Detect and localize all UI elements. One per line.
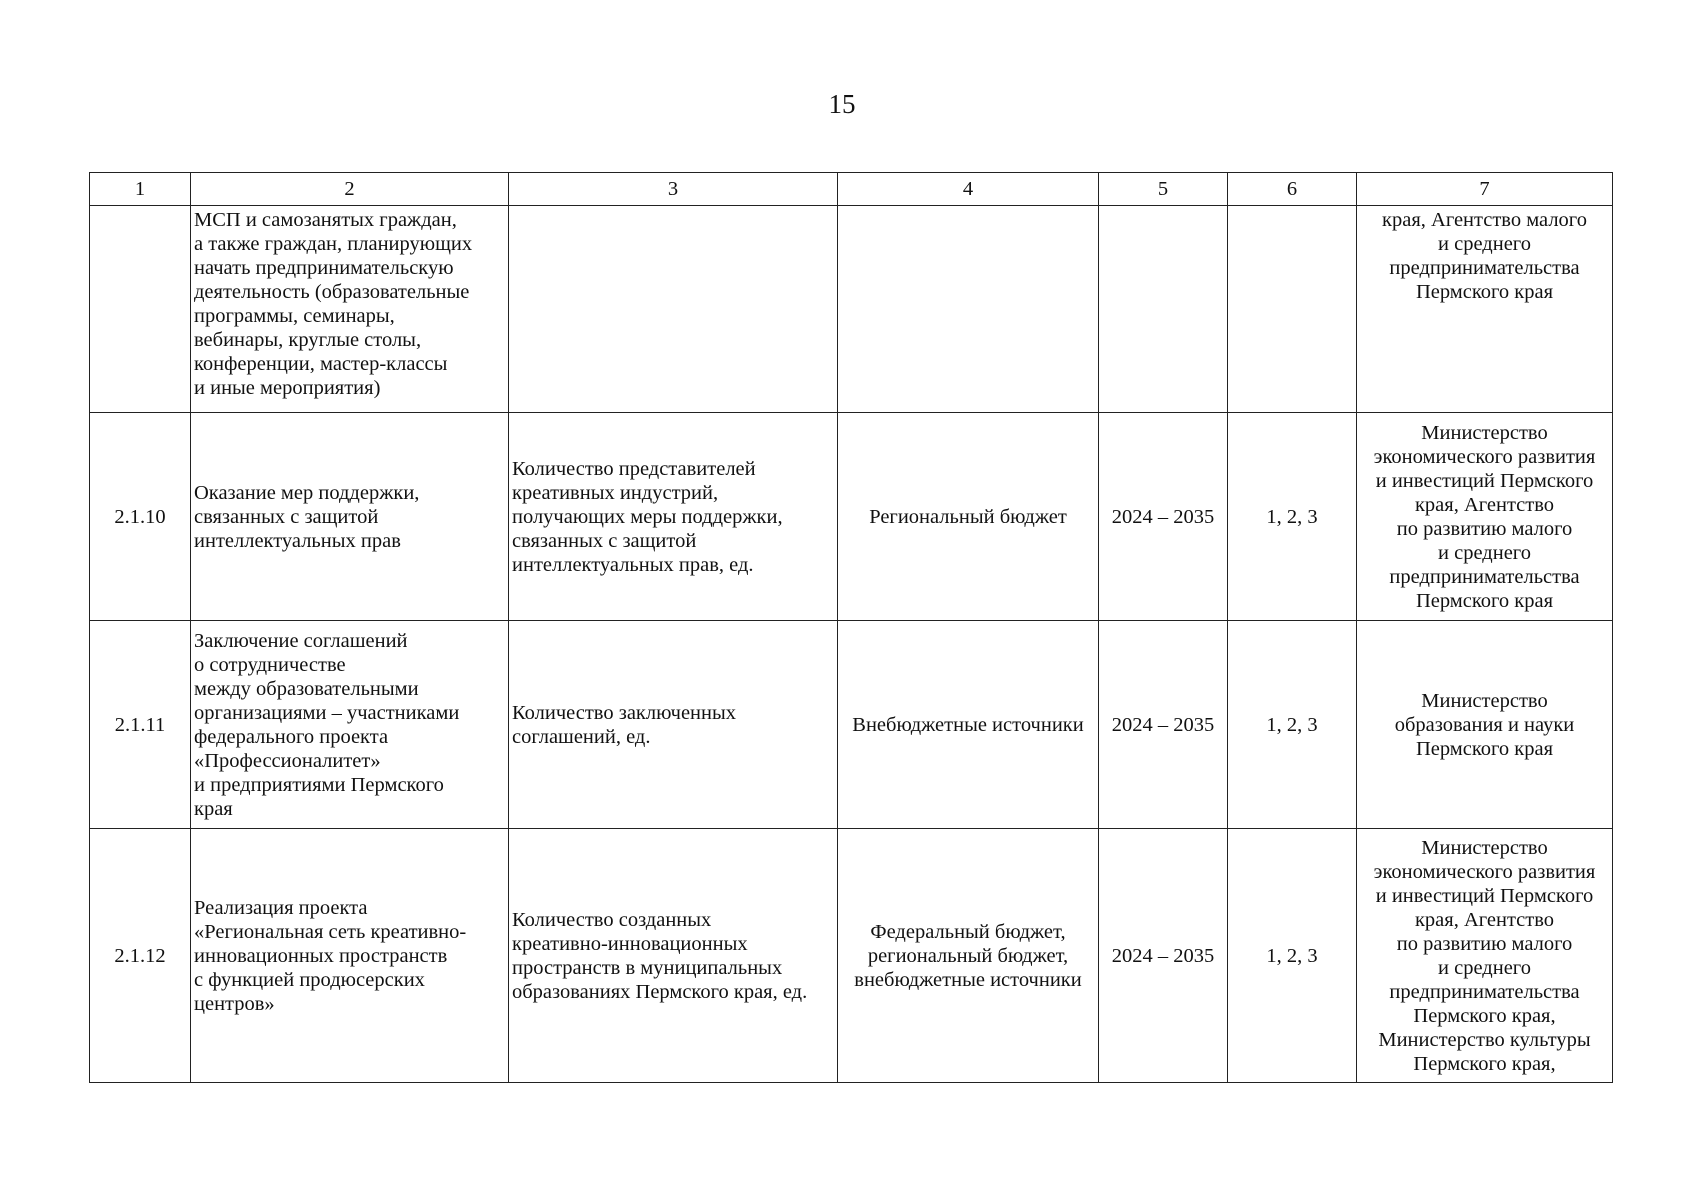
period-cell (1099, 206, 1228, 413)
executor-cell: Министерство образования и науки Пермского края (1357, 621, 1613, 829)
activity-name-cell: Оказание мер поддержки, связанных с защитой интеллектуальных прав (191, 413, 509, 621)
row-number-cell: 2.1.11 (90, 621, 191, 829)
row-number-cell: 2.1.10 (90, 413, 191, 621)
activity-name-cell: Реализация проекта «Региональная сеть креативно- инновационных пространств с функцией продюсерских центров» (191, 829, 509, 1083)
activity-name-cell: МСП и самозанятых граждан, а также граждан, планирующих начать предпринимательскую деятельность (образовательные программы, семинары, вебинары, круглые столы, конференции, мастер-классы и иные мероприятия) (191, 206, 509, 413)
funding-source-cell: Региональный бюджет (838, 413, 1099, 621)
table-row (90, 206, 1613, 413)
executor-cell: края, Агентство малого и среднего предпринимательства Пермского края (1357, 206, 1613, 413)
tasks-cell: 1, 2, 3 (1228, 829, 1357, 1083)
header-row (90, 173, 1613, 206)
row-number-cell: 2.1.12 (90, 829, 191, 1083)
column-header: 4 (838, 173, 1099, 206)
tasks-cell (1228, 206, 1357, 413)
executor-cell: Министерство экономического развития и инвестиций Пермского края, Агентство по развитию малого и среднего предпринимательства Пермского края (1357, 413, 1613, 621)
period-cell: 2024 – 2035 (1099, 621, 1228, 829)
page-number: 15 (828, 89, 856, 119)
table-row (90, 413, 1613, 621)
table-row (90, 621, 1613, 829)
tasks-cell: 1, 2, 3 (1228, 413, 1357, 621)
activities-table (89, 172, 1613, 1083)
column-header: 1 (90, 173, 191, 206)
tasks-cell: 1, 2, 3 (1228, 621, 1357, 829)
column-header: 6 (1228, 173, 1357, 206)
column-header: 7 (1357, 173, 1613, 206)
funding-source-cell (838, 206, 1099, 413)
activity-name-cell: Заключение соглашений о сотрудничестве между образовательными организациями – участниками федерального проекта «Профессионалитет» и предприятиями Пермского края (191, 621, 509, 829)
column-header: 5 (1099, 173, 1228, 206)
indicator-cell (509, 206, 838, 413)
funding-source-cell: Внебюджетные источники (838, 621, 1099, 829)
period-cell: 2024 – 2035 (1099, 829, 1228, 1083)
indicator-cell: Количество созданных креативно-инновационных пространств в муниципальных образованиях Пермского края, ед. (509, 829, 838, 1083)
column-header: 2 (191, 173, 509, 206)
executor-cell: Министерство экономического развития и инвестиций Пермского края, Агентство по развитию малого и среднего предпринимательства Пермского края, Министерство культуры Пермского края, (1357, 829, 1613, 1083)
period-cell: 2024 – 2035 (1099, 413, 1228, 621)
row-number-cell (90, 206, 191, 413)
indicator-cell: Количество заключенных соглашений, ед. (509, 621, 838, 829)
column-header: 3 (509, 173, 838, 206)
table-row (90, 829, 1613, 1083)
funding-source-cell: Федеральный бюджет, региональный бюджет, внебюджетные источники (838, 829, 1099, 1083)
indicator-cell: Количество представителей креативных индустрий, получающих меры поддержки, связанных с защитой интеллектуальных прав, ед. (509, 413, 838, 621)
